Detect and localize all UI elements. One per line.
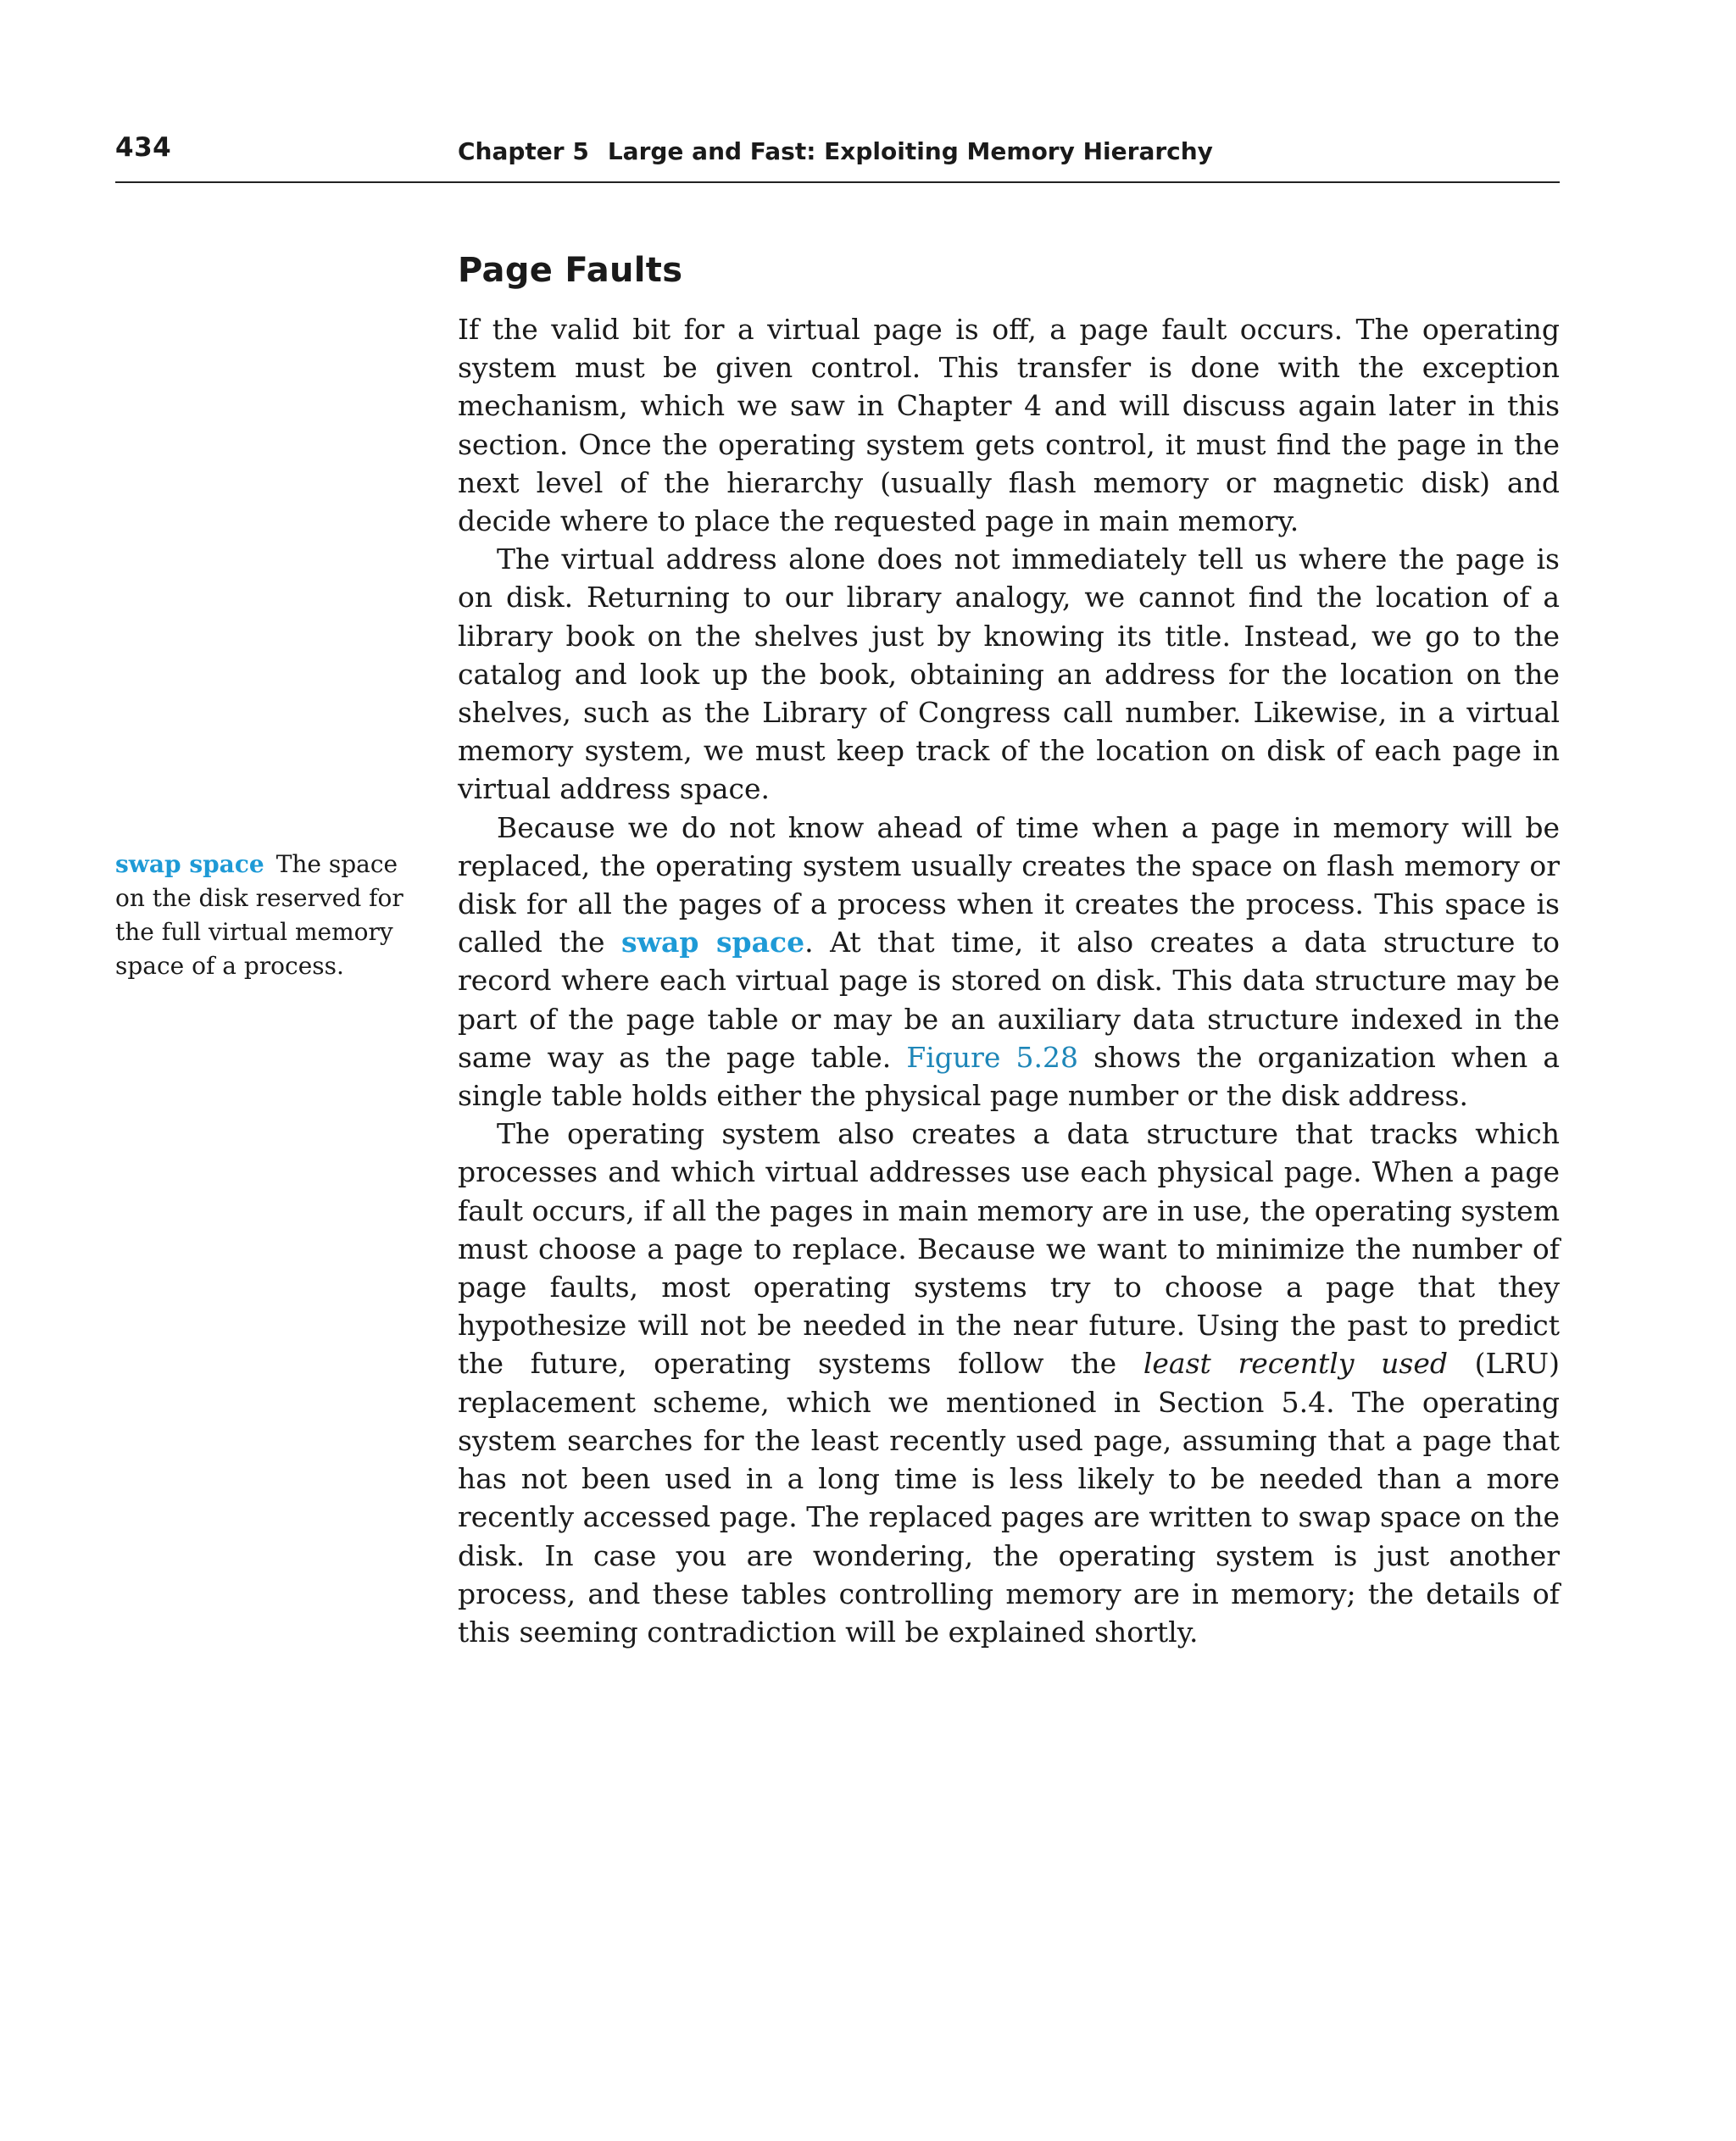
paragraph-3-text-c: shows the organization when a single table holds either the physical page number or the disk address. bbox=[458, 1040, 1560, 1113]
running-header bbox=[115, 127, 1560, 183]
glossary-term: swap space bbox=[115, 850, 264, 878]
emphasis-lru: least recently used bbox=[1143, 1347, 1448, 1381]
chapter-title: Large and Fast: Exploiting Memory Hierarchy bbox=[607, 137, 1213, 165]
page-number: 434 bbox=[115, 132, 172, 163]
paragraph-2: The virtual address alone does not immediately tell us where the page is on disk. Returning to our library analogy, we cannot find the location of a library book on the shelves just by knowing its title. Instead, we go to the catalog and look up the book, obtaining an address for the location on the shelves, such as the Library of Congress call number. Likewise, in a virtual memory system, we must keep track of the location on disk of each page in virtual address space. bbox=[458, 542, 1560, 806]
paragraph-1: If the valid bit for a virtual page is off, a page fault occurs. The operating system must be given control. This transfer is done with the exception mechanism, which we saw in Chapter 4 and will discuss again later in this section. Once the operating system gets control, it must find the page in the next level of the hierarchy (usually flash memory or magnetic disk) and decide where to place the requested page in main memory. bbox=[458, 313, 1560, 538]
body-text bbox=[458, 310, 1560, 1651]
chapter-heading bbox=[458, 137, 1213, 165]
chapter-label: Chapter 5 bbox=[458, 137, 589, 165]
key-term-swap-space: swap space bbox=[621, 926, 805, 959]
glossary-definition: The space on the disk reserved for the full virtual memory space of a process. bbox=[115, 850, 403, 980]
paragraph-3-text-a: Because we do not know ahead of time when a page in memory will be replaced, the operating system usually creates the space on flash memory or disk for all the pages of a process when it creates the process. This space is called the bbox=[458, 810, 1560, 959]
paragraph-4-text-b: (LRU) replacement scheme, which we mentioned in Section 5.4. The operating system searches for the least recently used page, assuming that a page that has not been used in a long time is less likely to be needed than a more recently accessed page. The replaced pages are written to swap space on the disk. In case you are wondering, the operating system is just another process, and these tables controlling memory are in memory; the details of this seeming contradiction will be explained shortly. bbox=[458, 1347, 1560, 1649]
paragraph-4-text-a: The operating system also creates a data structure that tracks which processes and which virtual addresses use each physical page. When a page fault occurs, if all the pages in main memory are in use, the operating system must choose a page to replace. Because we want to minimize the number of page faults, most operating systems try to choose a page that they hypothesize will not be needed in the near future. Using the past to predict the future, operating systems follow the bbox=[458, 1117, 1560, 1381]
margin-glossary-note bbox=[115, 848, 420, 983]
figure-reference-link[interactable]: Figure 5.28 bbox=[906, 1040, 1079, 1074]
paragraph-3 bbox=[458, 809, 1560, 1115]
section-title: Page Faults bbox=[458, 251, 683, 290]
paragraph-3-text-b: . At that time, it also creates a data structure to record where each virtual page is stored on disk. This data structure may be part of the page table or may be an auxiliary data structure indexed in the same way as the page table. bbox=[458, 926, 1560, 1074]
paragraph-4 bbox=[458, 1115, 1560, 1651]
